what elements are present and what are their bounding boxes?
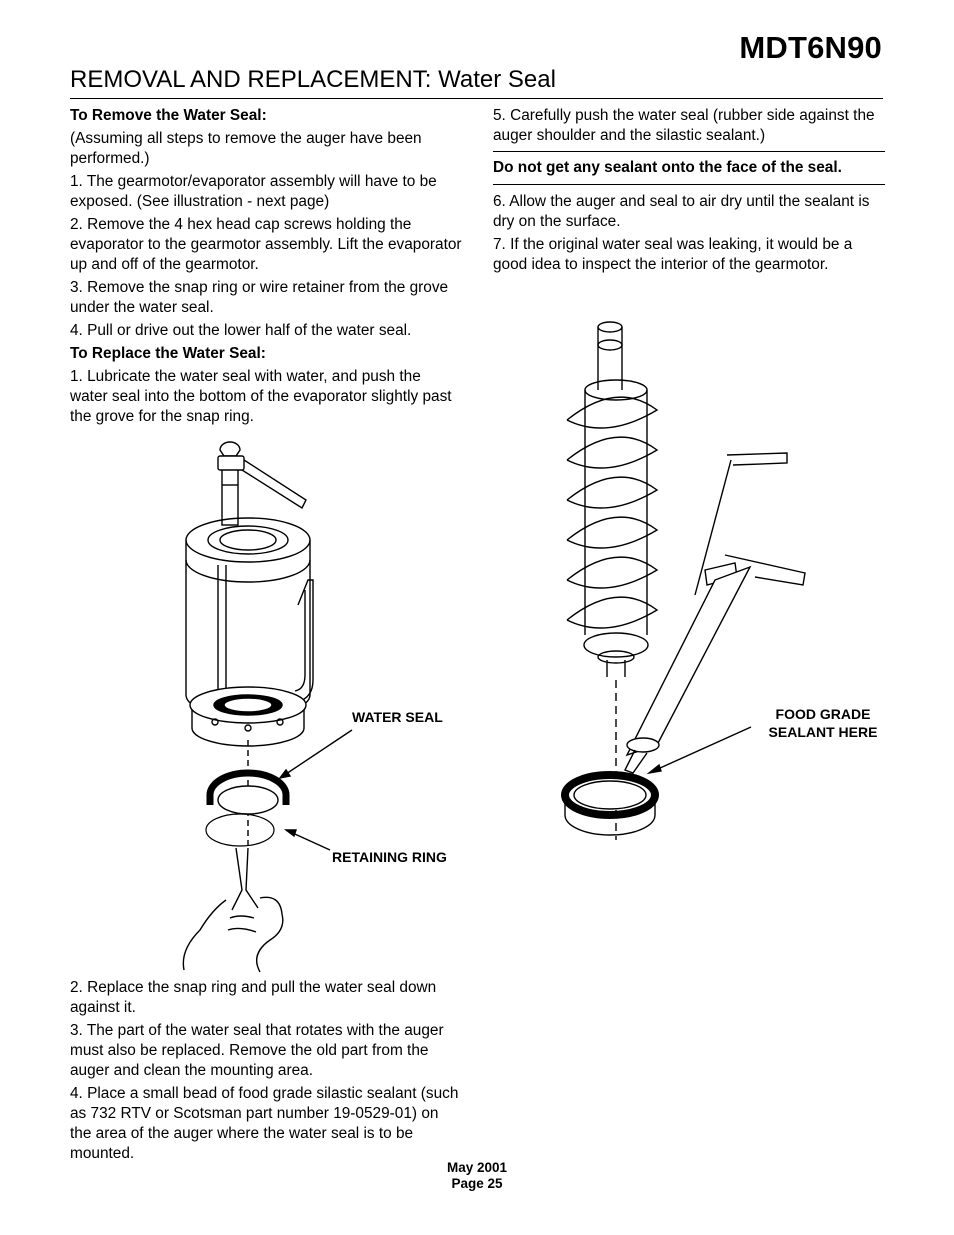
left-column-bottom	[70, 978, 462, 1167]
page-footer	[400, 1160, 554, 1192]
replace-step: 1. Lubricate the water seal with water, and push the water seal into the bottom of the evaporator slightly past the grove for the snap ring.	[70, 368, 452, 425]
auger-sealant-illustration	[555, 315, 815, 845]
model-number: MDT6N90	[739, 30, 882, 65]
right-column	[493, 106, 885, 278]
retaining-ring-label: RETAINING RING	[332, 849, 447, 865]
remove-heading: To Remove the Water Seal:	[70, 107, 267, 124]
replace-heading: To Replace the Water Seal:	[70, 345, 266, 362]
evaporator-seal-illustration	[170, 430, 470, 980]
page-title: REMOVAL AND REPLACEMENT: Water Seal	[70, 66, 556, 93]
remove-step: 2. Remove the 4 hex head cap screws holding the evaporator to the gearmotor assembly. Lift the evaporator up and off of the gearmotor.	[70, 216, 462, 273]
replace-step: 2. Replace the snap ring and pull the water seal down against it.	[70, 979, 437, 1016]
remove-step: 3. Remove the snap ring or wire retainer from the grove under the water seal.	[70, 279, 449, 316]
sealant-label: FOOD GRADE SEALANT HERE	[768, 706, 878, 740]
page-number: Page 25	[451, 1176, 503, 1191]
title-rule	[70, 98, 883, 99]
remove-step: 1. The gearmotor/evaporator assembly will have to be exposed. (See illustration - next page)	[70, 173, 437, 210]
replace-step: 3. The part of the water seal that rotates with the auger must also be replaced. Remove the old part from the auger and clean the mounting area.	[70, 1022, 444, 1079]
replace-step: 6. Allow the auger and seal to air dry until the sealant is dry on the surface.	[493, 193, 870, 230]
footer-date: May 2001	[446, 1160, 508, 1175]
remove-step: 4. Pull or drive out the lower half of the water seal.	[70, 322, 412, 339]
water-seal-label: WATER SEAL	[352, 709, 443, 725]
left-column	[70, 106, 462, 430]
replace-step: 5. Carefully push the water seal (rubber side against the auger shoulder and the silastic sealant.)	[493, 107, 875, 144]
remove-intro: (Assuming all steps to remove the auger have been performed.)	[70, 130, 422, 167]
replace-step: 7. If the original water seal was leaking, it would be a good idea to inspect the interior of the gearmotor.	[493, 236, 853, 273]
replace-step: 4. Place a small bead of food grade silastic sealant (such as 732 RTV or Scotsman part number 19-0529-01) on the area of the auger where the water seal is to be mounted.	[70, 1085, 459, 1162]
warning-note: Do not get any sealant onto the face of the seal.	[493, 151, 885, 185]
